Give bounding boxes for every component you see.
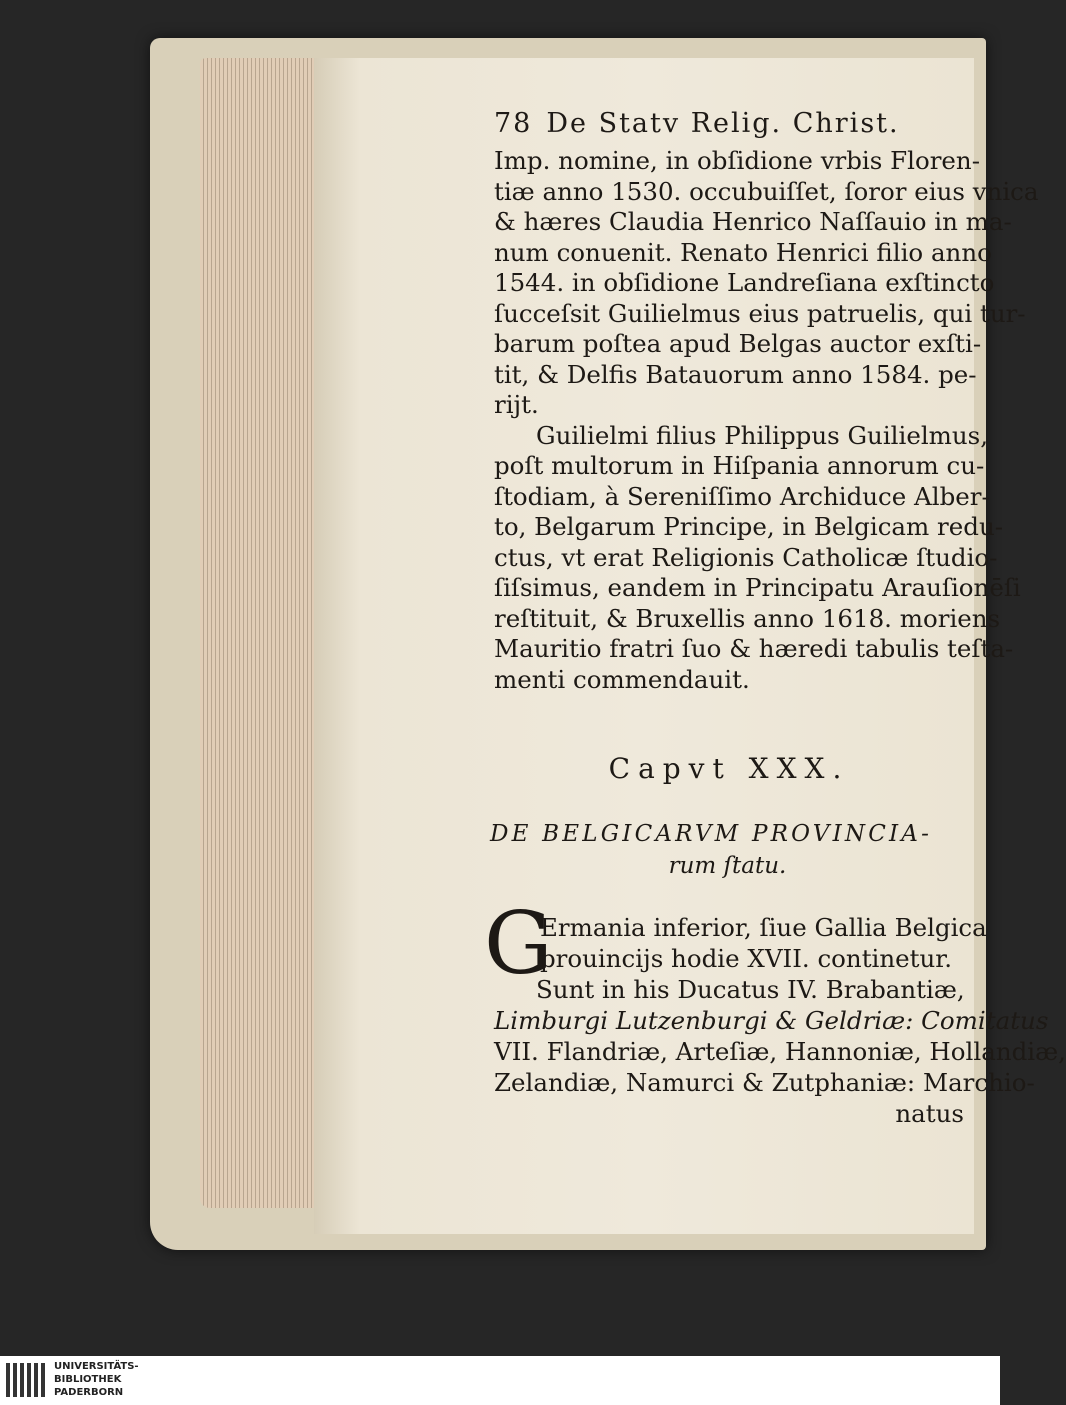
text-line: Ermania inferior, ſiue Gallia Belgica — [540, 913, 987, 942]
library-name-line: BIBLIOTHEK — [54, 1374, 122, 1385]
library-logo-icon — [6, 1361, 46, 1399]
running-head — [494, 108, 964, 139]
text-line: Guilielmi filius Philippus Guilielmus, — [536, 420, 989, 450]
chapter-subtitle — [490, 818, 965, 882]
library-name — [54, 1360, 139, 1399]
running-title: De Statv Relig. Christ. — [546, 108, 900, 139]
subtitle-line: DE BELGICARVM PROVINCIA- — [490, 821, 933, 847]
text-line: Limburgi Lutzenburgi & Geldriæ: Comitatus — [494, 1006, 1049, 1035]
text-line: poſt multorum in Hiſpania annorum cu- — [494, 451, 985, 480]
subtitle-line: rum ſtatu. — [668, 853, 787, 879]
text-line: rijt. — [494, 390, 539, 419]
text-line: & hæres Claudia Henrico Naſſauio in ma- — [494, 207, 1012, 236]
text-line: ſtodiam, à Sereniſſimo Archiduce Alber- — [494, 481, 990, 511]
text-line: ſiſsimus, eandem in Principatu Arauſionēſi — [494, 573, 1021, 602]
library-name-line: PADERBORN — [54, 1387, 124, 1398]
chapter-heading: Capvt XXX. — [608, 752, 850, 785]
text-line: ſucceſsit Guilielmus eius patruelis, qui tur- — [494, 298, 1026, 328]
body-text — [494, 146, 1039, 695]
text-line: ctus, vt erat Religionis Catholicæ ſtudio- — [494, 542, 998, 572]
text-line: tit, & Delfis Batauorum anno 1584. pe- — [494, 359, 977, 389]
text-line: VII. Flandriæ, Arteſiæ, Hannoniæ, Hollandiæ, — [494, 1037, 1066, 1066]
drop-cap: G — [484, 894, 553, 994]
text-line: Zelandiæ, Namurci & Zutphaniæ: Marchio- — [494, 1068, 1035, 1097]
text-line: tiæ anno 1530. occubuiſſet, ſoror eius vnica — [494, 176, 1039, 206]
page-edges — [200, 58, 318, 1208]
text-line: num conuenit. Renato Henrici filio anno — [494, 237, 992, 267]
page-number: 78 — [494, 108, 533, 139]
text-line: Sunt in his Ducatus IV. Brabantiæ, — [536, 975, 965, 1004]
library-name-line: UNIVERSITÄTS- — [54, 1361, 139, 1372]
chapter-text — [494, 912, 1066, 1129]
text-line: Mauritio fratri ſuo & hæredi tabulis teſta- — [494, 634, 1014, 663]
text-line: Imp. nomine, in obſidione vrbis Floren- — [494, 146, 980, 175]
text-line: menti commendauit. — [494, 664, 750, 694]
text-line: prouincijs hodie XVII. continetur. — [540, 944, 953, 973]
text-line: to, Belgarum Principe, in Belgicam redu- — [494, 512, 1003, 541]
catchword: natus — [895, 1099, 964, 1128]
text-line: 1544. in obſidione Landreſiana exſtincto — [494, 268, 995, 297]
text-line: barum poſtea apud Belgas auctor exſti- — [494, 329, 982, 358]
text-line: reſtituit, & Bruxellis anno 1618. moriens — [494, 603, 1001, 633]
library-logo — [0, 1356, 1000, 1405]
